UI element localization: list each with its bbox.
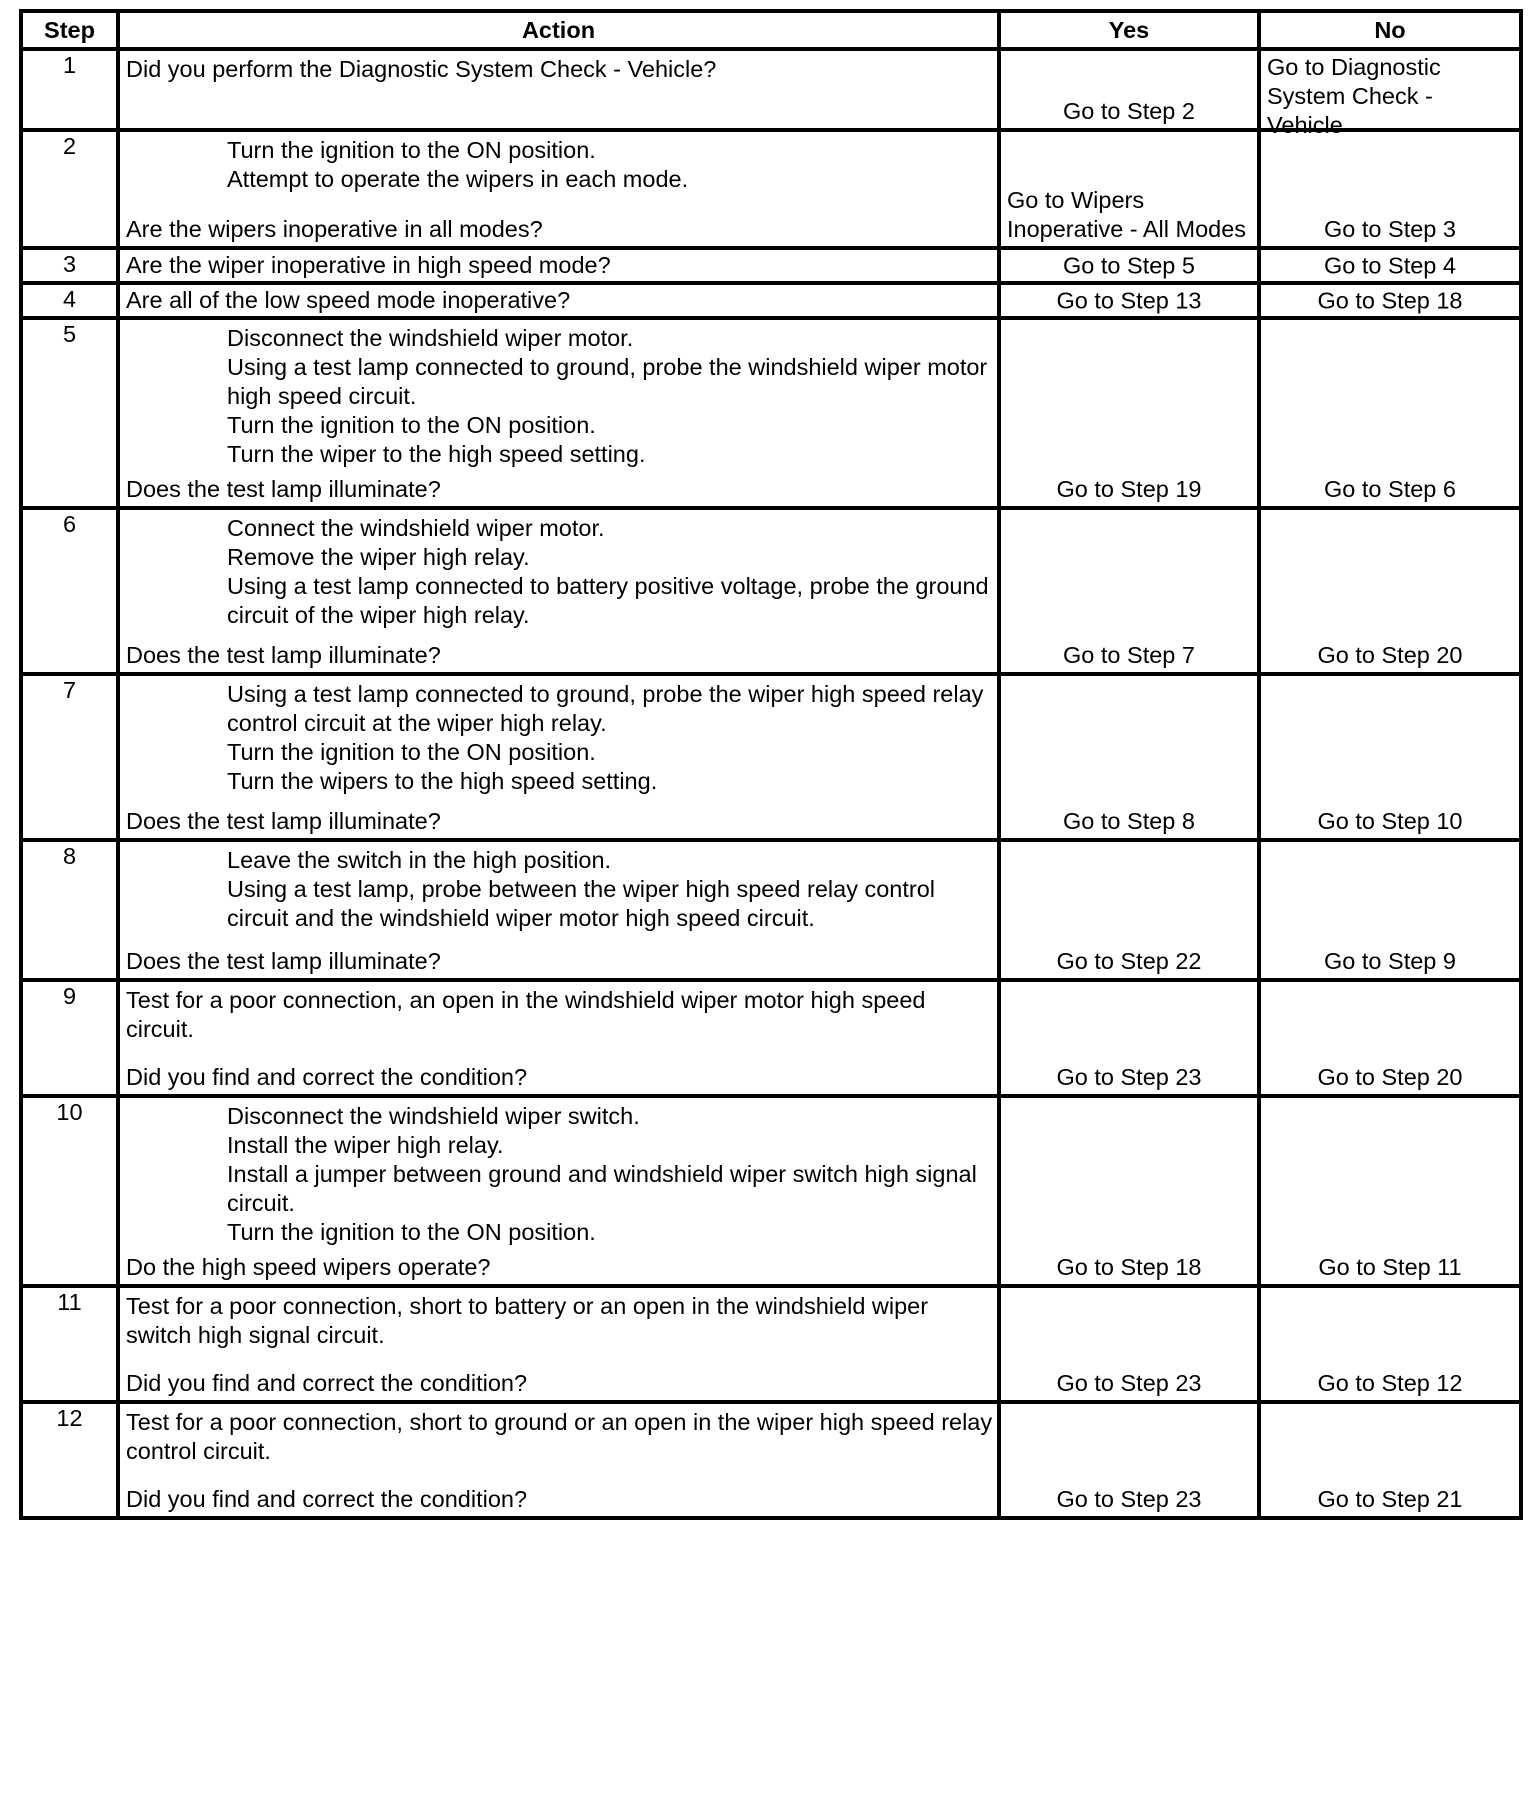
- yes-result-cell: [999, 318, 1259, 508]
- step-number: 10: [21, 1096, 118, 1286]
- action-step-line: Turn the ignition to the ON position.: [227, 137, 596, 163]
- action-intro: Test for a poor connection, short to battery or an open in the windshield wiper switch high signal circuit.: [126, 1293, 929, 1348]
- action-question: Are the wiper inoperative in high speed mode?: [126, 252, 611, 278]
- no-result-cell: [1259, 49, 1521, 138]
- header-step: Step: [21, 11, 118, 49]
- yes-result-cell: [999, 1096, 1259, 1286]
- action-cell: [118, 1096, 999, 1286]
- action-step-line: Using a test lamp connected to battery positive voltage, probe the ground circuit of the wiper high relay.: [227, 573, 989, 628]
- table-row: [21, 1096, 1521, 1286]
- yes-result-cell: [999, 508, 1259, 674]
- yes-result-cell: [999, 1402, 1259, 1518]
- yes-result: Go to Step 23: [1056, 1370, 1202, 1396]
- action-question: Did you find and correct the condition?: [126, 1064, 528, 1090]
- no-result: Go to Step 21: [1317, 1486, 1463, 1512]
- step-number: 11: [21, 1286, 118, 1402]
- action-intro: Test for a poor connection, short to ground or an open in the wiper high speed relay control circuit.: [126, 1409, 993, 1464]
- action-cell: [118, 980, 999, 1096]
- header-action: Action: [118, 11, 999, 49]
- no-result: Go to Step 10: [1317, 808, 1463, 834]
- no-result-cell: [1259, 1286, 1521, 1402]
- yes-result: Go to Step 7: [1063, 642, 1195, 668]
- no-result: Go to Diagnostic System Check - Vehicle: [1267, 54, 1441, 138]
- table-row: [21, 674, 1521, 840]
- no-result: Go to Step 20: [1317, 642, 1463, 668]
- action-step-line: Turn the wiper to the high speed setting.: [227, 441, 646, 467]
- action-instructions: [126, 986, 993, 1044]
- action-cell: [118, 130, 999, 248]
- action-step-line: Using a test lamp connected to ground, probe the wiper high speed relay control circuit at the wiper high relay.: [227, 681, 984, 736]
- step-number: 12: [21, 1402, 118, 1518]
- action-instructions: [126, 1102, 993, 1247]
- action-step-line: Attempt to operate the wipers in each mode.: [227, 166, 689, 192]
- yes-result: Go to Wipers Inoperative - All Modes: [1007, 187, 1247, 242]
- no-result-cell: [1259, 980, 1521, 1096]
- step-number: 8: [21, 840, 118, 980]
- table-row: [21, 508, 1521, 674]
- yes-result-cell: [999, 980, 1259, 1096]
- action-question: Does the test lamp illuminate?: [126, 808, 441, 834]
- action-cell: [118, 248, 999, 283]
- no-result: Go to Step 4: [1324, 252, 1456, 278]
- action-cell: [118, 49, 999, 130]
- action-step-line: Using a test lamp connected to ground, probe the windshield wiper motor high speed circuit.: [227, 354, 988, 409]
- action-step-line: Turn the ignition to the ON position.: [227, 1219, 596, 1245]
- no-result-cell: [1259, 130, 1521, 248]
- yes-result-cell: [999, 840, 1259, 980]
- action-step-line: Disconnect the windshield wiper switch.: [227, 1103, 640, 1129]
- action-cell: [118, 674, 999, 840]
- yes-result-cell: [999, 283, 1259, 318]
- action-instructions: [126, 846, 993, 933]
- no-result: Go to Step 18: [1317, 287, 1463, 313]
- action-question: Does the test lamp illuminate?: [126, 642, 441, 668]
- table-row: [21, 1286, 1521, 1402]
- action-step-line: Disconnect the windshield wiper motor.: [227, 325, 634, 351]
- yes-result: Go to Step 13: [1056, 287, 1202, 313]
- action-cell: [118, 508, 999, 674]
- action-cell: [118, 840, 999, 980]
- action-question: Does the test lamp illuminate?: [126, 948, 441, 974]
- action-question: Does the test lamp illuminate?: [126, 476, 441, 502]
- table-row: [21, 980, 1521, 1096]
- table-row: [21, 49, 1521, 130]
- action-instructions: [126, 324, 993, 469]
- no-result: Go to Step 20: [1317, 1064, 1463, 1090]
- action-question: Did you perform the Diagnostic System Check - Vehicle?: [126, 56, 717, 82]
- no-result: Go to Step 6: [1324, 476, 1456, 502]
- action-step-line: Connect the windshield wiper motor.: [227, 515, 605, 541]
- action-step-line: Turn the ignition to the ON position.: [227, 739, 596, 765]
- header-no: No: [1259, 11, 1521, 49]
- step-number: 2: [21, 130, 118, 248]
- action-question: Did you find and correct the condition?: [126, 1486, 528, 1512]
- action-step-line: Install a jumper between ground and windshield wiper switch high signal circuit.: [227, 1161, 977, 1216]
- no-result: Go to Step 12: [1317, 1370, 1463, 1396]
- no-result-cell: [1259, 1096, 1521, 1286]
- yes-result: Go to Step 19: [1056, 476, 1202, 502]
- no-result-cell: [1259, 283, 1521, 318]
- table-row: [21, 130, 1521, 248]
- action-cell: [118, 1402, 999, 1518]
- header-row: [21, 11, 1521, 49]
- step-number: 3: [21, 248, 118, 283]
- action-question: Are the wipers inoperative in all modes?: [126, 216, 543, 242]
- diagnostic-table: [19, 9, 1523, 1520]
- action-intro: Test for a poor connection, an open in the windshield wiper motor high speed circuit.: [126, 987, 926, 1042]
- action-instructions: [126, 1292, 993, 1350]
- table-row: [21, 318, 1521, 508]
- step-number: 7: [21, 674, 118, 840]
- action-instructions: [126, 680, 993, 796]
- action-question: Did you find and correct the condition?: [126, 1370, 528, 1396]
- step-number: 5: [21, 318, 118, 508]
- no-result-cell: [1259, 674, 1521, 840]
- yes-result-cell: [999, 248, 1259, 283]
- action-instructions: [126, 1408, 993, 1466]
- action-cell: [118, 318, 999, 508]
- table-row: [21, 840, 1521, 980]
- no-result-cell: [1259, 1402, 1521, 1518]
- action-step-line: Leave the switch in the high position.: [227, 847, 612, 873]
- step-number: 4: [21, 283, 118, 318]
- step-number: 1: [21, 49, 118, 130]
- action-cell: [118, 283, 999, 318]
- no-result-cell: [1259, 318, 1521, 508]
- yes-result-cell: [999, 130, 1259, 248]
- no-result: Go to Step 3: [1324, 216, 1456, 242]
- yes-result: Go to Step 5: [1063, 252, 1195, 278]
- yes-result-cell: [999, 1286, 1259, 1402]
- no-result-cell: [1259, 248, 1521, 283]
- header-yes: Yes: [999, 11, 1259, 49]
- yes-result-cell: [999, 674, 1259, 840]
- no-result: Go to Step 11: [1318, 1254, 1462, 1280]
- table-row: [21, 1402, 1521, 1518]
- yes-result-cell: [999, 49, 1259, 130]
- action-question: Are all of the low speed mode inoperative?: [126, 287, 571, 313]
- yes-result: Go to Step 8: [1063, 808, 1195, 834]
- yes-result: Go to Step 22: [1056, 948, 1202, 974]
- yes-result: Go to Step 2: [1063, 98, 1195, 124]
- action-instructions: [126, 136, 993, 194]
- yes-result: Go to Step 23: [1056, 1486, 1202, 1512]
- step-number: 9: [21, 980, 118, 1096]
- no-result-cell: [1259, 840, 1521, 980]
- no-result: Go to Step 9: [1324, 948, 1456, 974]
- action-instructions: [126, 514, 993, 630]
- action-step-line: Turn the wipers to the high speed setting.: [227, 768, 658, 794]
- yes-result: Go to Step 18: [1056, 1254, 1202, 1280]
- action-step-line: Turn the ignition to the ON position.: [227, 412, 596, 438]
- step-number: 6: [21, 508, 118, 674]
- no-result-cell: [1259, 508, 1521, 674]
- table-row: [21, 283, 1521, 318]
- action-step-line: Remove the wiper high relay.: [227, 544, 530, 570]
- action-step-line: Using a test lamp, probe between the wiper high speed relay control circuit and the windshield wiper motor high speed circuit.: [227, 876, 936, 931]
- yes-result: Go to Step 23: [1056, 1064, 1202, 1090]
- action-cell: [118, 1286, 999, 1402]
- action-step-line: Install the wiper high relay.: [227, 1132, 504, 1158]
- table-row: [21, 248, 1521, 283]
- action-question: Do the high speed wipers operate?: [126, 1254, 491, 1280]
